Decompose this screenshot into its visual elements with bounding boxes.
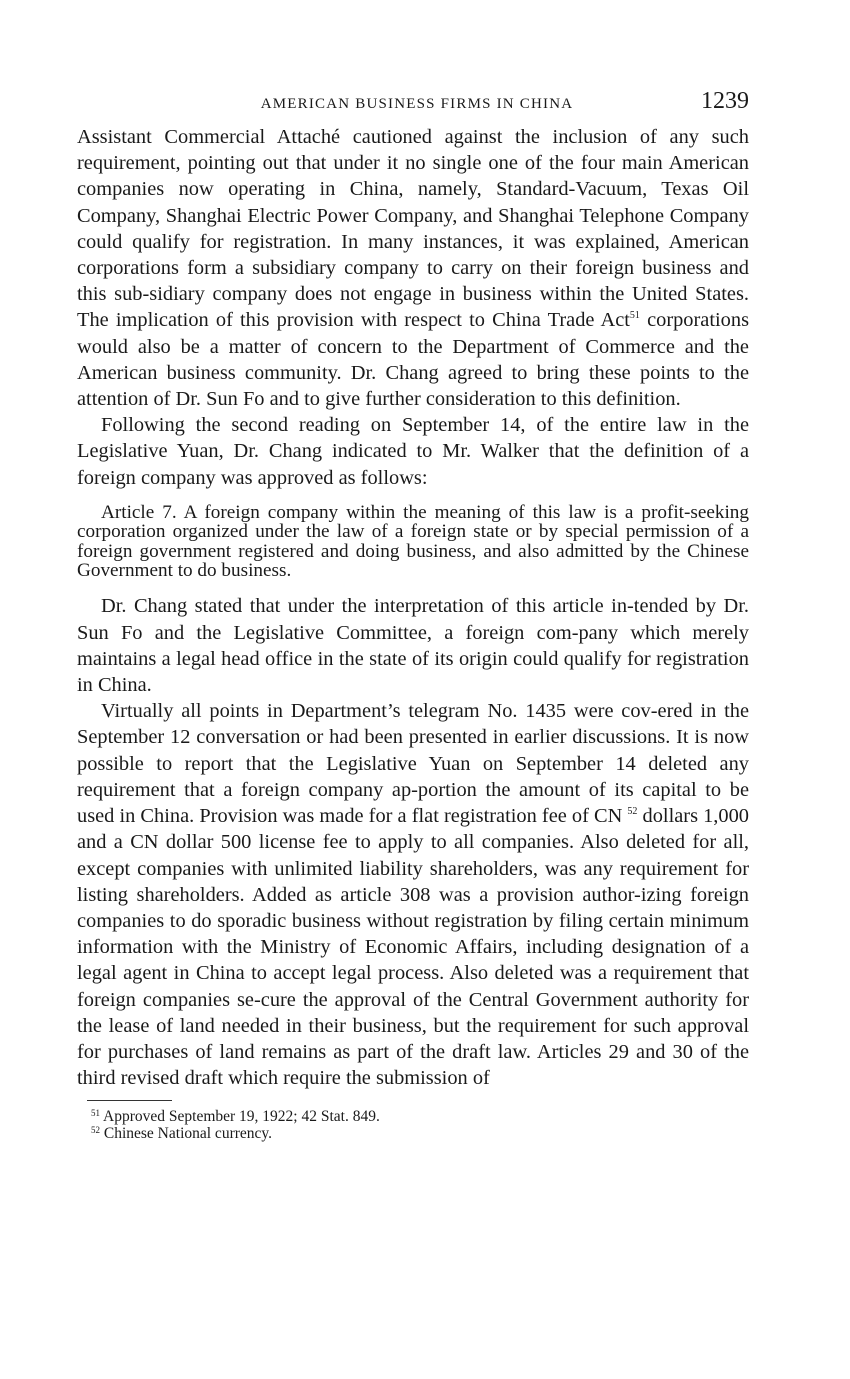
footnote-ref-51: 51: [629, 310, 640, 322]
page-number: 1239: [701, 88, 749, 114]
paragraph-4-text-a: Virtually all points in Department’s telegram No. 1435 were cov-ered in the September 12 conversation or had been presented in earlier discussions. It is now possible to report that the Legislative Yuan on September 14 deleted any requirement that a foreign company ap-portion the amount of its capital to be used in China. Provision was made for a flat registration fee of CN: [77, 700, 749, 828]
paragraph-1-text-a: Assistant Commercial Attaché cautioned against the inclusion of any such requirement, pointing out that under it no single one of the four main American companies now operating in China, namely, Standard-Vacuum, Texas Oil Company, Shanghai Electric Power Company, and Shanghai Telephone Company could qualify for registration. In many instances, it was explained, American corporations form a subsidiary company to carry on their foreign business and this sub-sidiary company does not engage in business within the United States. The implication of this provision with respect to China Trade Act: [77, 126, 749, 332]
paragraph-3: Dr. Chang stated that under the interpretation of this article in-tended by Dr. Sun Fo and the Legislative Committee, a foreign com-pany which merely maintains a legal head office in the state of its origin could qualify for registration in China.: [77, 595, 749, 697]
document-page: [77, 88, 749, 1142]
footnote-52: [91, 1126, 749, 1143]
footnote-text: Approved September 19, 1922; 42 Stat. 849.: [103, 1108, 380, 1126]
footnote-text: Chinese National currency.: [103, 1124, 273, 1142]
body-text: [77, 124, 749, 1091]
running-head: AMERICAN BUSINESS FIRMS IN CHINA: [260, 96, 574, 112]
paragraph-1-text-b: corporations would also be a matter of concern to the Department of Commerce and the American business community. Dr. Chang agreed to bring these points to the attention of Dr. Sun Fo and to give further consideration to this definition.: [77, 309, 749, 411]
footnote-51: [91, 1109, 749, 1126]
footnotes: [77, 1109, 749, 1142]
footnote-mark: 51: [91, 1108, 100, 1119]
paragraph-4: [77, 698, 749, 1091]
paragraph-1: [77, 124, 749, 412]
block-quote-article-7: Article 7. A foreign company within the meaning of this law is a profit-seeking corporation organized under the law of a foreign state or by special permission of a foreign government registered and doing business, and also admitted by the Chinese Government to do business.: [77, 501, 749, 582]
footnote-mark: 52: [91, 1124, 100, 1135]
page-header: [77, 88, 749, 124]
paragraph-2: Following the second reading on September 14, of the entire law in the Legislative Yuan, Dr. Chang indicated to Mr. Walker that the definition of a foreign company was approved as follows:: [77, 414, 749, 489]
footnote-ref-52: 52: [627, 806, 638, 818]
paragraph-4-text-b: dollars 1,000 and a CN dollar 500 license fee to apply to all companies. Also deleted for all, except companies with unlimited liability shareholders, was any requirement for listing shareholders. Added as article 308 was a provision author-izing foreign companies to do sporadic business without registration by filing certain minimum information with the Ministry of Economic Affairs, including designation of a legal agent in China to accept legal process. Also deleted was a requirement that foreign companies se-cure the approval of the Central Government authority for the lease of land needed in their business, but the requirement for such approval for purchases of land remains as part of the draft law. Articles 29 and 30 of the third revised draft which require the submission of: [77, 805, 749, 1090]
footnote-divider: [87, 1100, 172, 1101]
